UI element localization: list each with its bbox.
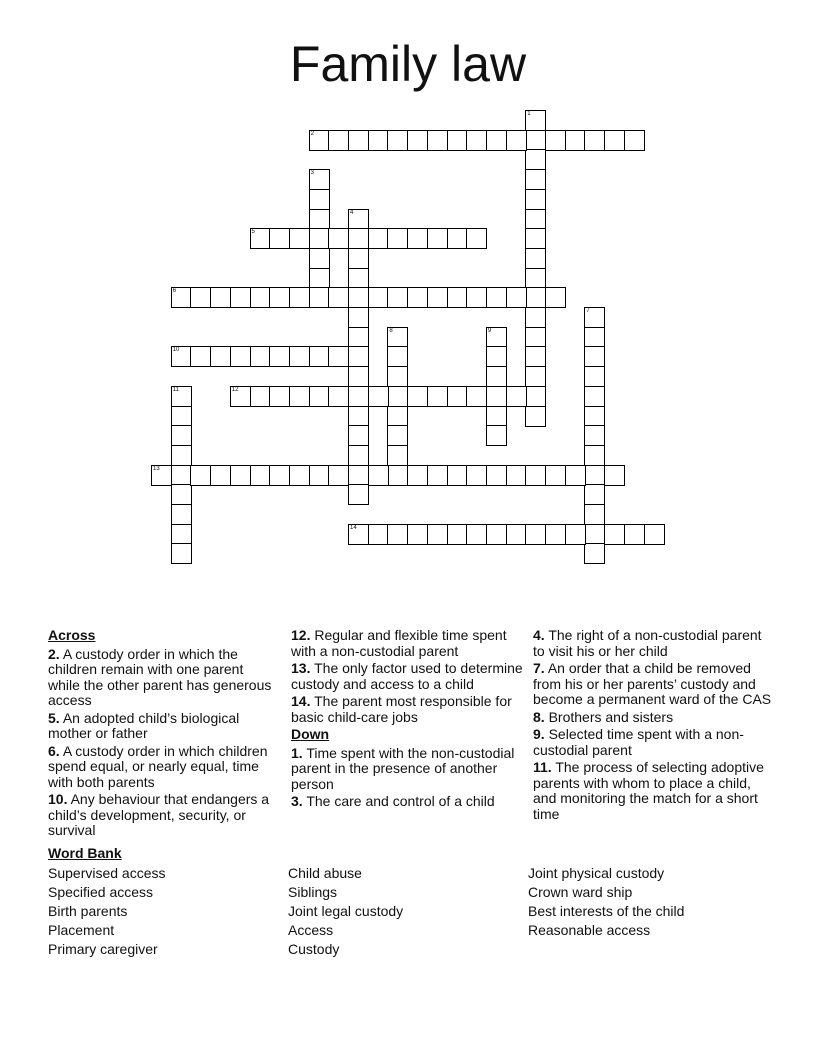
grid-cell[interactable] — [171, 445, 192, 466]
grid-cell[interactable] — [230, 386, 251, 407]
grid-cell[interactable] — [506, 386, 527, 407]
grid-cell[interactable] — [171, 543, 192, 564]
grid-cell[interactable] — [171, 386, 192, 407]
grid-cell[interactable] — [584, 386, 605, 407]
grid-cell[interactable] — [584, 406, 605, 427]
grid-cell[interactable] — [584, 504, 605, 525]
grid-cell[interactable] — [348, 327, 369, 348]
grid-cell[interactable] — [171, 346, 192, 367]
across-clue-10: 10. Any behaviour that endangers a child’s development, security, or survival — [48, 791, 270, 838]
grid-cell[interactable] — [387, 465, 408, 486]
grid-cell[interactable] — [368, 228, 389, 249]
grid-cell[interactable] — [525, 524, 546, 545]
grid-cell[interactable] — [190, 287, 211, 308]
grid-cell[interactable] — [447, 386, 468, 407]
grid-cell[interactable] — [368, 524, 389, 545]
grid-cell[interactable] — [407, 386, 428, 407]
grid-cell[interactable] — [210, 465, 231, 486]
grid-cell[interactable] — [309, 386, 330, 407]
down-clue-11: 11. The process of selecting adoptive parents with whom to place a child, and monitoring the match for a short time — [533, 759, 764, 822]
grid-cell[interactable] — [584, 130, 605, 151]
word-bank-item: Siblings — [288, 884, 338, 900]
word-bank-item: Reasonable access — [528, 922, 651, 938]
down-clue-3: 3. The care and control of a child — [291, 793, 495, 809]
grid-cell[interactable] — [486, 425, 507, 446]
word-bank-item: Birth parents — [48, 903, 128, 919]
clue-column-1 — [48, 628, 276, 841]
grid-cell[interactable] — [309, 287, 330, 308]
grid-cell[interactable] — [171, 484, 192, 505]
grid-cell[interactable] — [289, 346, 310, 367]
down-clue-4: 4. The right of a non-custodial parent to visit his or her child — [533, 627, 762, 659]
grid-cell[interactable] — [328, 386, 349, 407]
grid-cell[interactable] — [466, 228, 487, 249]
grid-cell[interactable] — [309, 346, 330, 367]
grid-cell[interactable] — [387, 445, 408, 466]
grid-cell[interactable] — [387, 346, 408, 367]
word-bank-column-1 — [48, 864, 166, 959]
grid-cell[interactable] — [348, 287, 369, 308]
grid-cell[interactable] — [328, 287, 349, 308]
grid-cell[interactable] — [545, 130, 566, 151]
grid-cell[interactable] — [348, 307, 369, 328]
grid-cell[interactable] — [486, 465, 507, 486]
grid-cell[interactable] — [250, 386, 271, 407]
grid-cell[interactable] — [210, 346, 231, 367]
grid-cell[interactable] — [348, 130, 369, 151]
grid-cell[interactable] — [368, 386, 389, 407]
grid-cell[interactable] — [387, 327, 408, 348]
grid-cell[interactable] — [584, 327, 605, 348]
down-clue-9: 9. Selected time spent with a non-custodial parent — [533, 726, 744, 758]
grid-cell[interactable] — [525, 149, 546, 170]
word-bank-column-2 — [288, 864, 403, 959]
clue-number: 11 — [172, 386, 179, 393]
clue-column-3 — [533, 628, 773, 824]
grid-cell[interactable] — [171, 406, 192, 427]
grid-cell[interactable] — [348, 366, 369, 387]
word-bank-item: Placement — [48, 922, 115, 938]
grid-cell[interactable] — [348, 248, 369, 269]
grid-cell[interactable] — [210, 287, 231, 308]
across-clue-13: 13. The only factor used to determine custody and access to a child — [291, 660, 523, 692]
grid-cell[interactable] — [269, 228, 290, 249]
grid-cell[interactable] — [525, 366, 546, 387]
grid-cell[interactable] — [328, 346, 349, 367]
grid-cell[interactable] — [328, 228, 349, 249]
grid-cell[interactable] — [604, 524, 625, 545]
grid-cell[interactable] — [506, 130, 527, 151]
grid-cell[interactable] — [584, 484, 605, 505]
grid-cell[interactable] — [309, 169, 330, 190]
grid-cell[interactable] — [427, 228, 448, 249]
grid-cell[interactable] — [407, 287, 428, 308]
grid-cell[interactable] — [289, 287, 310, 308]
grid-cell[interactable] — [387, 524, 408, 545]
grid-cell[interactable] — [486, 524, 507, 545]
grid-cell[interactable] — [368, 287, 389, 308]
grid-cell[interactable] — [486, 346, 507, 367]
grid-cell[interactable] — [584, 524, 605, 545]
grid-cell[interactable] — [525, 209, 546, 230]
grid-cell[interactable] — [407, 465, 428, 486]
grid-cell[interactable] — [565, 524, 586, 545]
grid-cell[interactable] — [506, 287, 527, 308]
clue-number: 2 — [310, 130, 314, 137]
word-bank-item: Specified access — [48, 884, 154, 900]
grid-cell[interactable] — [269, 465, 290, 486]
clue-number: 10 — [172, 347, 180, 354]
grid-cell[interactable] — [545, 524, 566, 545]
grid-cell[interactable] — [348, 465, 369, 486]
grid-cell[interactable] — [565, 465, 586, 486]
clue-number: 4 — [350, 209, 354, 216]
grid-cell[interactable] — [584, 307, 605, 328]
grid-cell[interactable] — [545, 287, 566, 308]
grid-cell[interactable] — [348, 425, 369, 446]
grid-cell[interactable] — [525, 248, 546, 269]
grid-cell[interactable] — [309, 130, 330, 151]
down-clue-7: 7. An order that a child be removed from his or her parents’ custody and become a permanent ward of the CAS — [533, 660, 772, 707]
grid-cell[interactable] — [387, 130, 408, 151]
clue-number: 9 — [487, 327, 492, 334]
grid-cell[interactable] — [348, 209, 369, 230]
down-heading: Down — [291, 726, 330, 742]
clue-number: 8 — [389, 327, 393, 334]
grid-cell[interactable] — [269, 346, 290, 367]
grid-cell[interactable] — [309, 228, 330, 249]
grid-cell[interactable] — [486, 287, 507, 308]
grid-cell[interactable] — [486, 386, 507, 407]
grid-cell[interactable] — [525, 287, 546, 308]
across-clue-12: 12. Regular and flexible time spent with a non-custodial parent — [291, 627, 507, 659]
grid-cell[interactable] — [525, 189, 546, 210]
grid-cell[interactable] — [387, 386, 408, 407]
grid-cell[interactable] — [407, 524, 428, 545]
grid-cell[interactable] — [269, 287, 290, 308]
grid-cell[interactable] — [525, 327, 546, 348]
grid-cell[interactable] — [190, 465, 211, 486]
grid-cell[interactable] — [250, 346, 271, 367]
grid-cell[interactable] — [190, 346, 211, 367]
grid-cell[interactable] — [644, 524, 665, 545]
grid-cell[interactable] — [387, 425, 408, 446]
grid-cell[interactable] — [328, 465, 349, 486]
grid-cell[interactable] — [525, 228, 546, 249]
grid-cell[interactable] — [427, 287, 448, 308]
grid-cell[interactable] — [525, 169, 546, 190]
grid-cell[interactable] — [348, 268, 369, 289]
down-clue-8: 8. Brothers and sisters — [533, 708, 674, 725]
grid-cell[interactable] — [250, 287, 271, 308]
grid-cell[interactable] — [348, 228, 369, 249]
grid-cell[interactable] — [565, 130, 586, 151]
grid-cell[interactable] — [348, 524, 369, 545]
word-bank-column-3 — [528, 864, 684, 940]
grid-cell[interactable] — [466, 524, 487, 545]
grid-cell[interactable] — [368, 130, 389, 151]
word-bank-item: Best interests of the child — [528, 903, 685, 919]
grid-cell[interactable] — [447, 228, 468, 249]
clue-number: 1 — [527, 111, 531, 117]
grid-cell[interactable] — [348, 406, 369, 427]
word-bank-item: Crown ward ship — [528, 884, 633, 900]
grid-cell[interactable] — [368, 465, 389, 486]
grid-cell[interactable] — [545, 465, 566, 486]
grid-cell[interactable] — [604, 465, 625, 486]
grid-cell[interactable] — [624, 524, 645, 545]
grid-cell[interactable] — [506, 524, 527, 545]
grid-cell[interactable] — [506, 465, 527, 486]
grid-cell[interactable] — [250, 228, 271, 249]
grid-cell[interactable] — [309, 248, 330, 269]
grid-cell[interactable] — [171, 504, 192, 525]
grid-cell[interactable] — [624, 130, 645, 151]
grid-cell[interactable] — [309, 209, 330, 230]
grid-cell[interactable] — [584, 543, 605, 564]
grid-cell[interactable] — [289, 465, 310, 486]
clue-number: 13 — [153, 465, 160, 472]
grid-cell[interactable] — [171, 425, 192, 446]
grid-cell[interactable] — [348, 484, 369, 505]
across-clue-6: 6. A custody order in which children spend equal, or nearly equal, time with both parents — [48, 742, 268, 790]
page-title: Family law — [289, 36, 527, 92]
grid-cell[interactable] — [348, 386, 369, 407]
grid-cell[interactable] — [525, 386, 546, 407]
grid-cell[interactable] — [171, 524, 192, 545]
grid-cell[interactable] — [525, 465, 546, 486]
grid-cell[interactable] — [525, 406, 546, 427]
grid-cell[interactable] — [171, 287, 192, 308]
across-heading: Across — [48, 627, 96, 643]
grid-cell[interactable] — [447, 524, 468, 545]
word-bank-item: Supervised access — [48, 865, 166, 881]
grid-cell[interactable] — [407, 228, 428, 249]
grid-cell[interactable] — [486, 130, 507, 151]
grid-cell[interactable] — [466, 287, 487, 308]
across-clue-5: 5. An adopted child’s biological mother or father — [48, 709, 240, 741]
grid-cell[interactable] — [387, 287, 408, 308]
clue-number: 5 — [251, 229, 255, 236]
grid-cell[interactable] — [309, 465, 330, 486]
grid-cell[interactable] — [525, 268, 546, 289]
clue-number: 14 — [350, 524, 357, 531]
word-bank-heading: Word Bank — [48, 845, 122, 861]
grid-cell[interactable] — [328, 130, 349, 151]
word-bank-item: Child abuse — [288, 865, 362, 881]
grid-cell[interactable] — [427, 465, 448, 486]
grid-cell[interactable] — [289, 386, 310, 407]
grid-cell[interactable] — [309, 189, 330, 210]
across-clue-2: 2. A custody order in which the children remain with one parent while the other parent has generous access — [48, 645, 272, 708]
grid-cell[interactable] — [584, 425, 605, 446]
grid-cell[interactable] — [466, 465, 487, 486]
grid-cell[interactable] — [289, 228, 310, 249]
grid-cell[interactable] — [230, 287, 251, 308]
grid-cell[interactable] — [387, 406, 408, 427]
grid-cell[interactable] — [151, 465, 172, 486]
grid-cell[interactable] — [525, 346, 546, 367]
grid-cell[interactable] — [525, 110, 546, 131]
grid-cell[interactable] — [447, 130, 468, 151]
grid-cell[interactable] — [584, 465, 605, 486]
grid-cell[interactable] — [466, 130, 487, 151]
grid-cell[interactable] — [427, 386, 448, 407]
word-bank-item: Primary caregiver — [48, 941, 158, 957]
grid-cell[interactable] — [407, 130, 428, 151]
grid-cell[interactable] — [604, 130, 625, 151]
clue-number: 3 — [310, 170, 314, 177]
grid-cell[interactable] — [309, 268, 330, 289]
grid-cell[interactable] — [525, 130, 546, 151]
across-clue-14: 14. The parent most responsible for basic child-care jobs — [291, 693, 512, 725]
grid-cell[interactable] — [427, 130, 448, 151]
grid-cell[interactable] — [348, 346, 369, 367]
grid-cell[interactable] — [584, 445, 605, 466]
word-bank-item: Joint physical custody — [528, 865, 665, 881]
word-bank-item: Custody — [288, 941, 340, 957]
grid-cell[interactable] — [486, 406, 507, 427]
grid-cell[interactable] — [387, 366, 408, 387]
grid-cell[interactable] — [525, 307, 546, 328]
down-clue-1: 1. Time spent with the non-custodial parent in the presence of another person — [291, 744, 515, 792]
grid-cell[interactable] — [447, 287, 468, 308]
word-bank-item: Joint legal custody — [288, 903, 404, 919]
clue-column-2 — [291, 628, 527, 812]
clue-number: 12 — [231, 386, 239, 393]
grid-cell[interactable] — [584, 346, 605, 367]
word-bank-item: Access — [288, 922, 334, 938]
grid-cell[interactable] — [230, 346, 251, 367]
grid-cell[interactable] — [230, 465, 251, 486]
grid-cell[interactable] — [269, 386, 290, 407]
grid-cell[interactable] — [584, 366, 605, 387]
grid-cell[interactable] — [447, 465, 468, 486]
grid-cell[interactable] — [387, 228, 408, 249]
clue-number: 6 — [172, 288, 177, 295]
grid-cell[interactable] — [250, 465, 271, 486]
grid-cell[interactable] — [466, 386, 487, 407]
grid-cell[interactable] — [486, 327, 507, 348]
grid-cell[interactable] — [486, 366, 507, 387]
clue-number: 7 — [586, 308, 590, 314]
grid-cell[interactable] — [348, 445, 369, 466]
grid-cell[interactable] — [171, 465, 192, 486]
grid-cell[interactable] — [427, 524, 448, 545]
